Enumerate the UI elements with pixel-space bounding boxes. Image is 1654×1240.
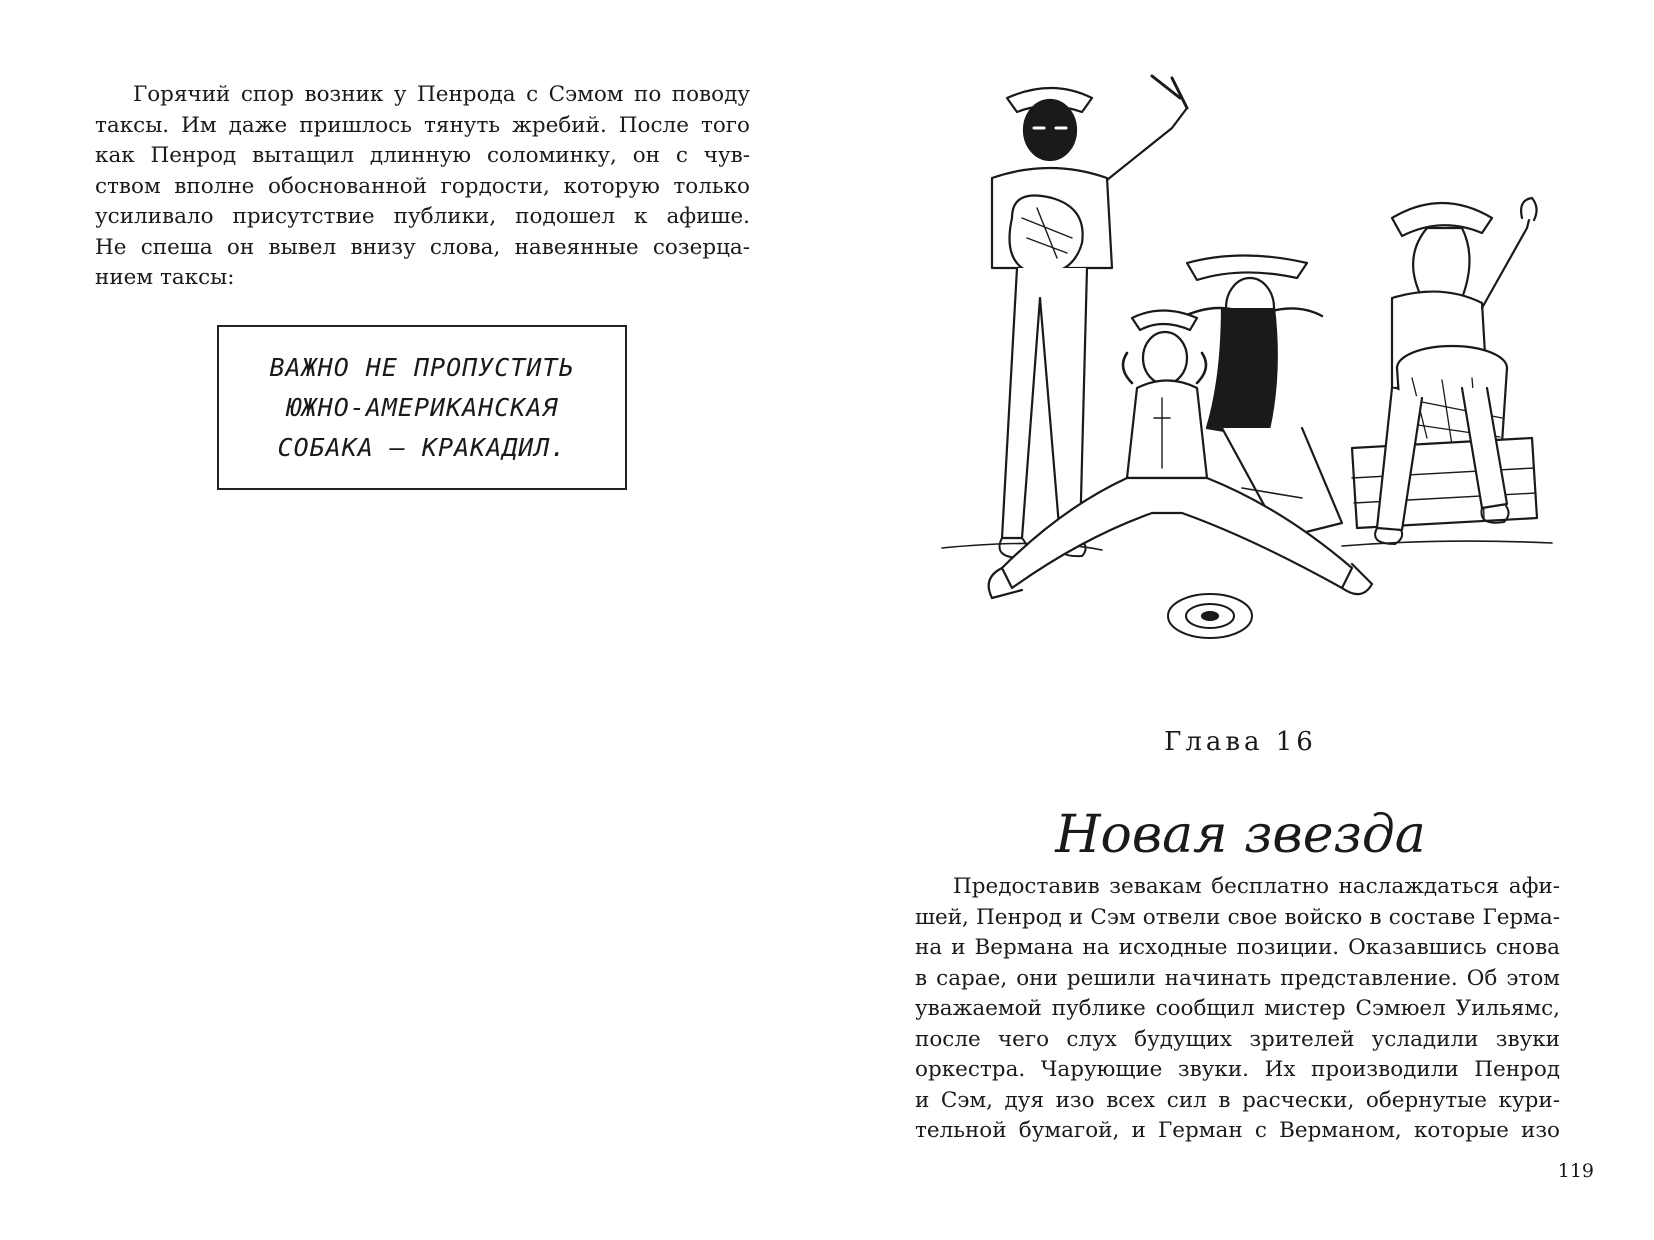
text-line: на и Вермана на исходные позиции. Оказавшись снова [915,935,1560,960]
text-line: Не спеша он вывел внизу слова, навеянные созерца- [95,234,750,260]
sign-line: ВАЖНО НЕ ПРОПУСТИТЬ [269,352,575,382]
right-paragraph [915,872,1560,1147]
chapter-title: Новая звезда [1055,804,1426,865]
text-line: и Сэм, дуя изо всех сил в расчески, обернутые кури- [915,1087,1560,1113]
text-line: усиливало присутствие публики, подошел к афише. [95,204,750,229]
text-line: Предоставив зевакам бесплатно наслаждаться афи- [953,874,1560,899]
poster-sign-box [217,325,627,490]
text-line: как Пенрод вытащил длинную соломинку, он с чув- [95,143,750,168]
text-line: уважаемой публике сообщил мистер Сэмюел Уильямс, [915,996,1560,1021]
text-line: оркестра. Чарующие звуки. Их производили Пенрод [915,1057,1560,1082]
text-line: тельной бумагой, и Герман с Верманом, которые изо [915,1118,1560,1143]
text-line: Горячий спор возник у Пенрода с Сэмом по поводу [133,82,750,107]
right-page [827,0,1654,1240]
text-line: нием таксы: [95,265,235,290]
cowboys-illustration [922,68,1562,683]
text-line: ством вполне обоснованной гордости, которую только [95,173,750,199]
chapter-label: Глава 16 [1164,727,1317,757]
page-number: 119 [1557,1160,1594,1182]
text-line: таксы. Им даже пришлось тянуть жребий. После того [95,112,750,138]
left-paragraph [95,80,750,294]
text-line: после чего слух будущих зрителей усладили звуки [915,1026,1560,1052]
sign-line: СОБАКА – КРАКАДИЛ. [277,432,567,462]
sign-line: ЮЖНО-АМЕРИКАНСКАЯ [285,392,559,422]
text-line: в сарае, они решили начинать представление. Об этом [915,965,1560,991]
text-line: шей, Пенрод и Сэм отвели свое войско в составе Герма- [915,904,1560,930]
